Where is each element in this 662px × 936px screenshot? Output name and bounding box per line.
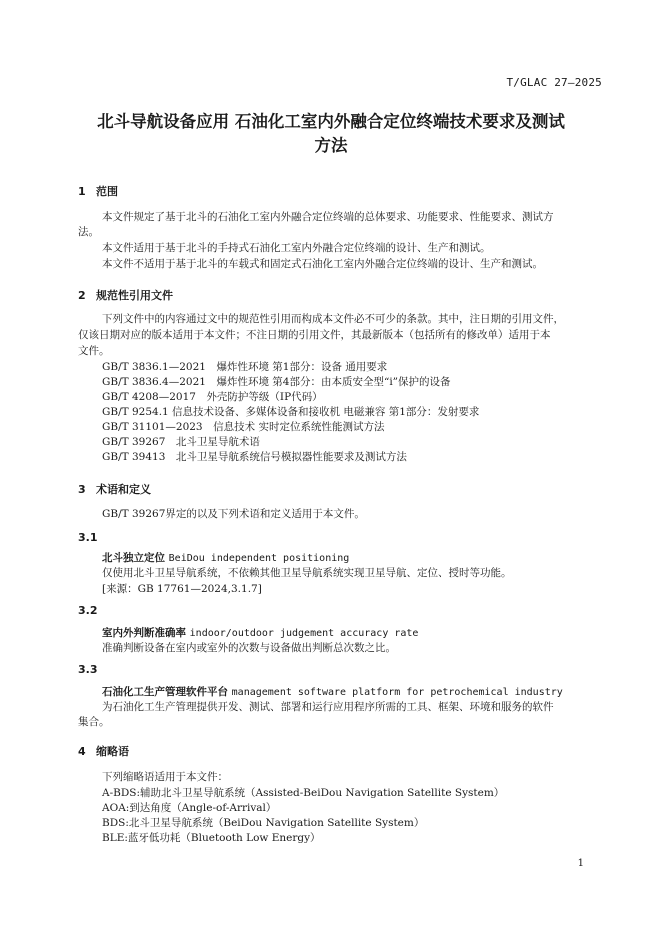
section-title: 规范性引用文件	[96, 289, 173, 302]
term-number: 3.3	[78, 663, 98, 676]
section-number: 2	[78, 289, 86, 302]
term-chinese: 石油化工生产管理软件平台	[102, 686, 228, 698]
abbreviation-item: BLE:蓝牙低功耗（Bluetooth Low Energy）	[102, 832, 321, 844]
document-title	[70, 110, 592, 158]
term-english: indoor/outdoor judgement accuracy rate	[189, 628, 419, 639]
abbreviation-item: AOA:到达角度（Angle-of-Arrival）	[102, 802, 277, 814]
term-definition-cont: 集合。	[78, 716, 110, 728]
reference-item: GB/T 3836.4—2021 爆炸性环境 第4部分：由本质安全型“i”保护的设备	[102, 376, 451, 388]
section-3-heading	[78, 481, 151, 497]
scope-paragraph-1-cont: 法。	[78, 226, 99, 238]
reference-item: GB/T 9254.1 信息技术设备、多媒体设备和接收机 电磁兼容 第1部分：发射要求	[102, 406, 480, 418]
reference-item: GB/T 39413 北斗卫星导航系统信号模拟器性能要求及测试方法	[102, 451, 407, 463]
title-line-1: 北斗导航设备应用 石油化工室内外融合定位终端技术要求及测试	[97, 112, 565, 131]
term-definition: 仅使用北斗卫星导航系统，不依赖其他卫星导航系统实现卫星导航、定位、授时等功能。	[102, 567, 512, 579]
term-source: [来源：GB 17761—2024,3.1.7]	[102, 583, 262, 595]
title-line-2: 方法	[314, 136, 348, 155]
term-heading	[102, 550, 349, 565]
section-title: 术语和定义	[96, 483, 151, 496]
term-heading	[102, 684, 563, 699]
scope-paragraph-2: 本文件适用于基于北斗的手持式石油化工室内外融合定位终端的设计、生产和测试。	[102, 242, 491, 254]
section-2-heading	[78, 287, 173, 303]
term-chinese: 北斗独立定位	[102, 552, 165, 564]
term-english: BeiDou independent positioning	[168, 553, 350, 564]
term-definition: 准确判断设备在室内或室外的次数与设备做出判断总次数之比。	[102, 642, 396, 654]
term-heading	[102, 625, 418, 640]
references-intro-cont: 仅该日期对应的版本适用于本文件；不注日期的引用文件，其最新版本（包括所有的修改单）适用于本	[78, 329, 551, 341]
term-number: 3.2	[78, 604, 98, 617]
scope-paragraph-1: 本文件规定了基于北斗的石油化工室内外融合定位终端的总体要求、功能要求、性能要求、测试方	[102, 211, 554, 223]
references-intro: 下列文件中的内容通过文中的规范性引用而构成本文件必不可少的条款。其中，注日期的引用文件，	[102, 313, 564, 325]
term-definition: 为石油化工生产管理提供开发、测试、部署和运行应用程序所需的工具、框架、环境和服务的软件	[102, 701, 554, 713]
scope-paragraph-3: 本文件不适用于基于北斗的车载式和固定式石油化工室内外融合定位终端的设计、生产和测试。	[102, 258, 543, 270]
reference-item: GB/T 4208—2017 外壳防护等级（IP代码）	[102, 391, 323, 403]
reference-item: GB/T 39267 北斗卫星导航术语	[102, 436, 260, 448]
term-english: management software platform for petrochemical industry	[231, 687, 563, 698]
abbreviation-item: A-BDS:辅助北斗卫星导航系统（Assisted-BeiDou Navigation Satellite System）	[102, 787, 505, 799]
terms-intro: GB/T 39267界定的以及下列术语和定义适用于本文件。	[102, 508, 365, 520]
section-title: 缩略语	[96, 745, 129, 758]
section-number: 3	[78, 483, 86, 496]
abbreviation-item: BDS:北斗卫星导航系统（BeiDou Navigation Satellite System）	[102, 817, 425, 829]
section-number: 4	[78, 745, 86, 758]
section-1-heading	[78, 183, 118, 199]
reference-item: GB/T 31101—2023 信息技术 实时定位系统性能测试方法	[102, 421, 385, 433]
section-title: 范围	[96, 185, 118, 198]
page-number: 1	[577, 858, 584, 869]
reference-item: GB/T 3836.1—2021 爆炸性环境 第1部分：设备 通用要求	[102, 361, 388, 373]
term-chinese: 室内外判断准确率	[102, 627, 186, 639]
abbreviations-intro: 下列缩略语适用于本文件：	[102, 771, 228, 783]
document-code: T/GLAC 27—2025	[506, 76, 602, 89]
section-4-heading	[78, 743, 129, 759]
references-intro-end: 文件。	[78, 345, 110, 357]
section-number: 1	[78, 185, 86, 198]
term-number: 3.1	[78, 531, 98, 544]
